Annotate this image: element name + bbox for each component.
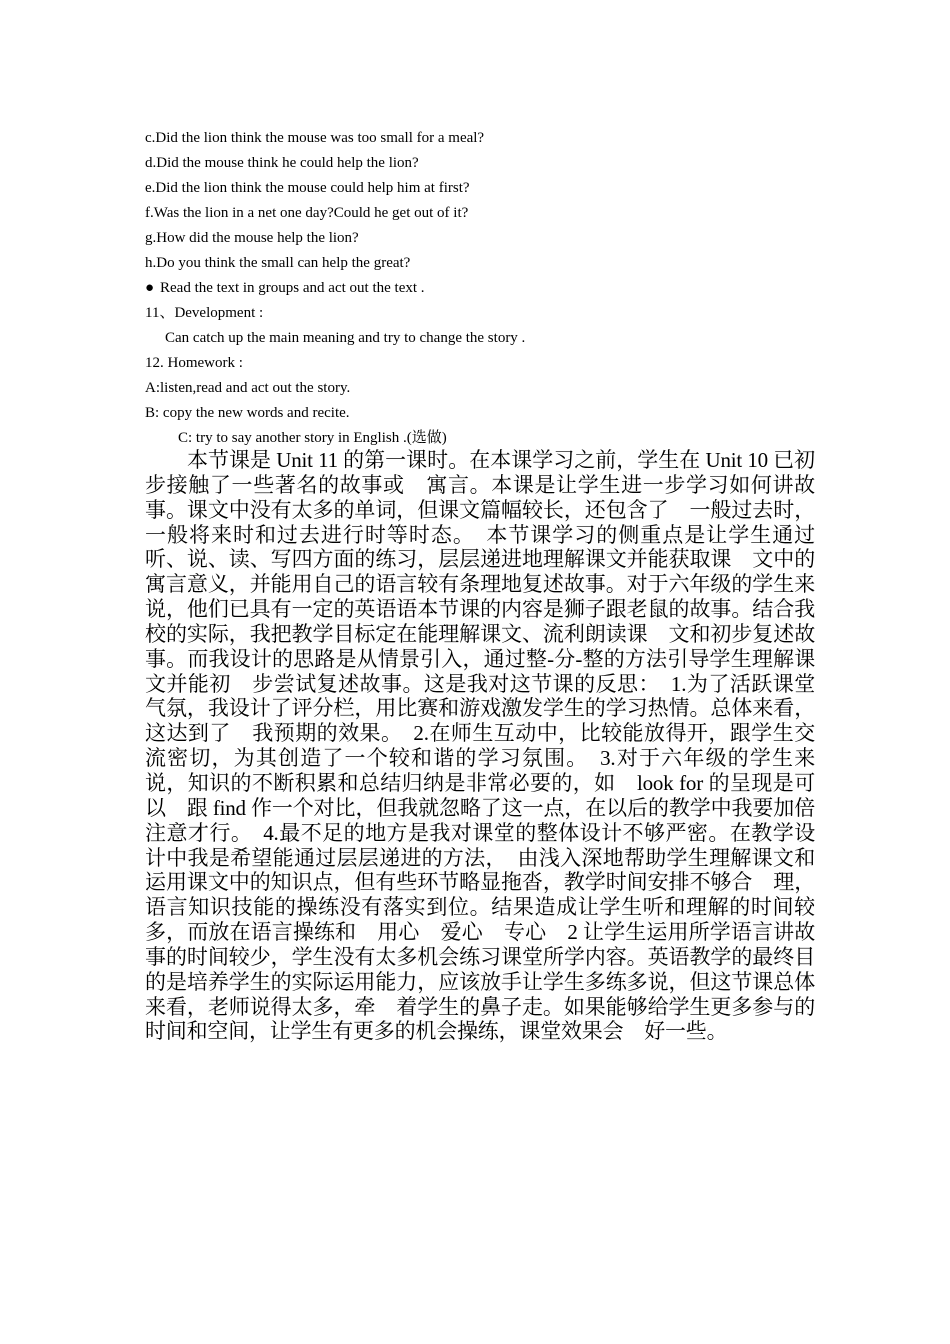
homework-item-c: C: try to say another story in English .(选做)	[178, 430, 447, 446]
question-f: f.Was the lion in a net one day?Could he get out of it?	[145, 205, 469, 221]
homework-item-a: A:listen,read and act out the story.	[145, 380, 351, 396]
question-e: e.Did the lion think the mouse could help him at first?	[145, 180, 470, 196]
homework-item-b: B: copy the new words and recite.	[145, 405, 350, 421]
question-d: d.Did the mouse think he could help the lion?	[145, 155, 419, 171]
bullet-item	[145, 276, 825, 301]
question-c: c.Did the lion think the mouse was too small for a meal?	[145, 130, 485, 146]
development-text: Can catch up the main meaning and try to change the story .	[165, 330, 526, 346]
homework-heading: 12. Homework :	[145, 355, 243, 371]
lesson-plan-section	[145, 126, 825, 451]
bullet-dot-icon: ●	[145, 280, 155, 296]
bullet-text: Read the text in groups and act out the text .	[160, 280, 425, 296]
question-g: g.How did the mouse help the lion?	[145, 230, 359, 246]
teaching-reflection-paragraph: 本节课是 Unit 11 的第一课时。在本课学习之前，学生在 Unit 10 已初步接触了一些著名的故事或 寓言。本课是让学生进一步学习如何讲故事。课文中没有太多的单词，但课文篇幅较长，还包含了 一般过去时，一般将来时和过去进行时等时态。 本节课学习的侧重点是让学生通过听、说、读、写四方面的练习，层层递进地理解课文并能获取课 文中的寓言意义，并能用自己的语言较有条理地复述故事。对于六年级的学生来说，他们已具有一定的英语语本节课的内容是狮子跟老鼠的故事。结合我校的实际，我把教学目标定在能理解课文、流利朗读课 文和初步复述故事。而我设计的思路是从情景引入，通过整-分-整的方法引导学生理解课文并能初 步尝试复述故事。这是我对这节课的反思： 1.为了活跃课堂气氛，我设计了评分栏，用比赛和游戏激发学生的学习热情。总体来看，这达到了 我预期的效果。 2.在师生互动中，比较能放得开，跟学生交流密切，为其创造了一个较和谐的学习氛围。 3.对于六年级的学生来说，知识的不断积累和总结归纳是非常必要的，如 look for 的呈现是可以 跟 find 作一个对比，但我就忽略了这一点，在以后的教学中我要加倍注意才行。 4.最不足的地方是我对课堂的整体设计不够严密。在教学设计中我是希望能通过层层递进的方法， 由浅入深地帮助学生理解课文和运用课文中的知识点，但有些环节略显拖沓，教学时间安排不够合 理，语言知识技能的操练没有落实到位。结果造成让学生听和理解的时间较多，而放在语言操练和 用心 爱心 专心 2 让学生运用所学语言讲故事的时间较少，学生没有太多机会练习课堂所学内容。英语教学的最终目 的是培养学生的实际运用能力，应该放手让学生多练多说，但这节课总体来看，老师说得太多，牵 着学生的鼻子走。如果能够给学生更多参与的时间和空间，让学生有更多的机会操练，课堂效果会 好一些。	[145, 448, 836, 1044]
development-heading: 11、Development :	[145, 305, 264, 321]
question-h: h.Do you think the small can help the great?	[145, 255, 411, 271]
